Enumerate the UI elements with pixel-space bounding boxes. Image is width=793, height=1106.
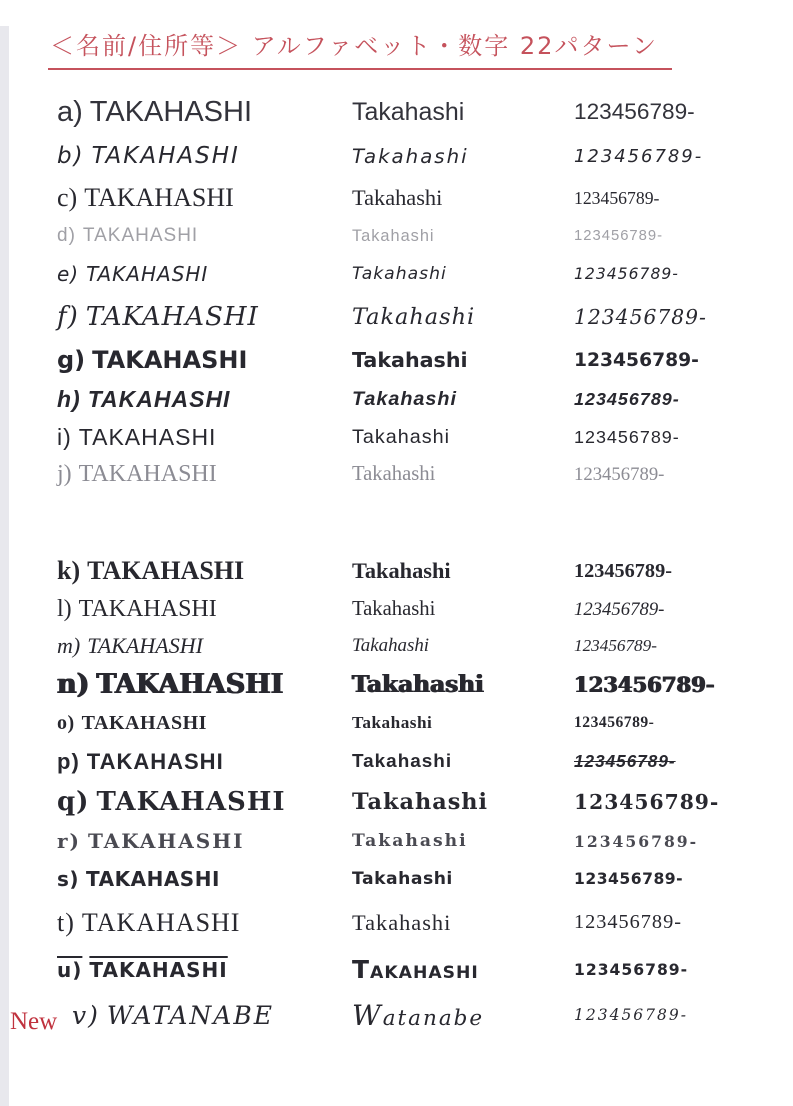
style-letter: n) [57,668,90,700]
sample-col-caps [57,596,352,623]
mixedcase-sample: Takahashi [352,425,451,448]
numbers-sample: 123456789- [574,559,672,582]
font-sample-row-p [0,742,793,781]
uppercase-sample: TAKAHASHI [87,633,203,658]
font-sample-row-h [0,380,793,418]
uppercase-sample: TAKAHASHI [84,183,234,212]
uppercase-sample: TAKAHASHI [87,556,245,585]
numbers-sample: 123456789- [574,671,715,697]
uppercase-sample: WATANABE [106,1000,274,1030]
group-divider-gap [0,493,793,551]
numbers-sample: 123456789- [574,960,689,979]
font-sample-row-q [0,781,793,823]
numbers-sample: 123456789- [574,598,665,620]
uppercase-sample: TAKAHASHI [88,829,245,853]
font-sample-row-k [0,551,793,591]
mixedcase-sample: Takahashi [352,598,436,620]
style-letter: l) [57,596,72,622]
font-sample-row-u [0,946,793,993]
font-sample-row-d [0,218,793,254]
mixedcase-sample: TAKAHASHI [352,955,479,984]
uppercase-sample: TAKAHASHI [81,907,241,937]
mixedcase-sample: Takahashi [352,670,484,698]
style-letter: f) [57,302,79,332]
style-letter: i) [57,423,72,450]
style-letter: v) [72,1000,100,1030]
uppercase-sample: TAKAHASHI [86,748,224,774]
uppercase-sample: TAKAHASHI [89,95,253,128]
font-sample-row-c [0,178,793,218]
style-letter: h) [57,385,81,412]
mixedcase-sample: Takahashi [352,635,430,656]
style-letter: t) [57,907,75,937]
sample-col-caps [57,225,352,247]
numbers-sample: 123456789- [574,349,699,371]
font-sample-row-a [0,90,793,134]
mixedcase-sample: Takahashi [352,558,451,583]
mixedcase-sample: Takahashi [352,185,443,210]
font-sample-row-i [0,418,793,456]
sample-col-caps [57,867,352,891]
numbers-sample: 123456789- [574,790,720,814]
font-sample-row-n [0,664,793,704]
uppercase-sample: TAKAHASHI [87,385,231,412]
style-letter: q) [57,787,90,817]
mixedcase-sample: Takahashi [352,97,465,126]
sample-col-caps [57,96,352,129]
style-letter: m) [57,633,81,658]
sample-col-caps [57,749,352,775]
style-letter: g) [57,346,86,374]
uppercase-sample: TAKAHASHI [78,596,217,622]
page-edge-strip [0,26,9,1106]
font-sample-row-o [0,704,793,742]
sample-col-caps [57,908,352,938]
mixedcase-sample: Takahashi [352,387,457,410]
uppercase-sample: TAKAHASHI [78,461,217,487]
numbers-sample: 123456789- [574,870,684,888]
uppercase-sample: TAKAHASHI [78,423,217,450]
numbers-sample: 123456789- [574,463,665,485]
numbers-sample: 123456789- [574,228,664,244]
font-sample-row-r [0,823,793,859]
sample-col-caps [57,346,352,374]
uppercase-sample: TAKAHASHI [89,957,228,982]
mixedcase-sample: Takahashi [352,750,453,772]
mixedcase-sample: Takahashi [352,304,476,330]
numbers-sample: 123456789- [574,388,680,409]
numbers-sample: 123456789- [574,636,657,655]
mixedcase-sample: Takahashi [352,713,433,732]
mixedcase-sample: Takahashi [352,226,435,245]
style-letter: u) [57,957,83,982]
style-letter: p) [57,748,80,774]
font-sample-row-f [0,294,793,340]
font-sample-row-b [0,134,793,178]
sample-col-caps [57,461,352,488]
style-letter: d) [57,225,76,246]
font-sample-row-t [0,899,793,946]
numbers-sample: 123456789- [574,751,676,771]
sample-col-caps [57,262,352,286]
numbers-sample: 123456789- [574,99,695,124]
sample-col-caps [72,1001,352,1030]
uppercase-sample: TAKAHASHI [92,346,248,374]
new-badge: New [10,1008,58,1035]
sample-col-caps [57,143,352,169]
sample-col-caps [57,712,352,735]
sample-col-caps [57,633,352,659]
uppercase-sample: TAKAHASHI [82,225,199,246]
numbers-sample: 123456789- [574,145,704,167]
style-letter: c) [57,183,78,212]
sample-col-caps [57,958,352,982]
style-letter: s) [57,867,80,891]
sample-col-caps [57,183,352,213]
sample-col-caps [57,386,352,413]
uppercase-sample: TAKAHASHI [91,143,240,169]
mixedcase-sample: Takahashi [352,869,453,889]
font-sample-row-m [0,628,793,664]
font-sample-row-v [0,993,793,1037]
mixedcase-sample: Takahashi [352,144,469,168]
font-sample-row-l [0,591,793,628]
uppercase-sample: TAKAHASHI [86,867,220,891]
uppercase-sample: TAKAHASHI [96,787,286,817]
mixedcase-sample: Takahashi [352,789,489,815]
mixedcase-sample: Takahashi [352,831,468,851]
uppercase-sample: TAKAHASHI [85,302,259,332]
numbers-sample: 123456789- [574,305,707,329]
font-sample-row-j [0,456,793,493]
sample-col-caps [57,556,352,586]
uppercase-sample: TAKAHASHI [81,711,207,734]
numbers-sample: 123456789- [574,426,680,447]
numbers-sample: 123456789- [574,187,660,208]
style-letter: j) [57,461,72,487]
font-sample-row-g [0,340,793,380]
font-sample-row-e [0,254,793,294]
uppercase-sample: TAKAHASHI [96,668,284,700]
numbers-sample: 123456789- [574,831,699,851]
numbers-sample: 123456789- [574,911,682,933]
font-sample-table [0,90,793,1037]
mixedcase-sample: Takahashi [352,348,468,372]
style-letter: k) [57,556,81,585]
numbers-sample: 123456789- [574,714,655,731]
sample-col-caps [57,424,352,451]
uppercase-sample: TAKAHASHI [86,262,209,286]
sample-col-caps [57,669,352,700]
mixedcase-sample: Takahashi [352,909,452,935]
sample-col-caps [57,302,352,332]
style-letter: a) [57,95,83,128]
sample-col-caps [57,829,352,853]
style-letter: e) [57,262,80,286]
mixedcase-sample: Watanabe [352,998,485,1032]
style-letter: o) [57,711,75,734]
sample-col-caps [57,787,352,817]
numbers-sample: 123456789- [574,1006,688,1024]
numbers-sample: 123456789- [574,265,679,283]
mixedcase-sample: Takahashi [352,463,436,485]
style-letter: r) [57,829,81,853]
page-title: ＜名前/住所等＞ アルファベット・数字 22パターン [48,26,672,70]
style-letter: b) [57,143,85,169]
font-sample-row-s [0,859,793,899]
header [48,26,793,70]
mixedcase-sample: Takahashi [352,264,447,284]
